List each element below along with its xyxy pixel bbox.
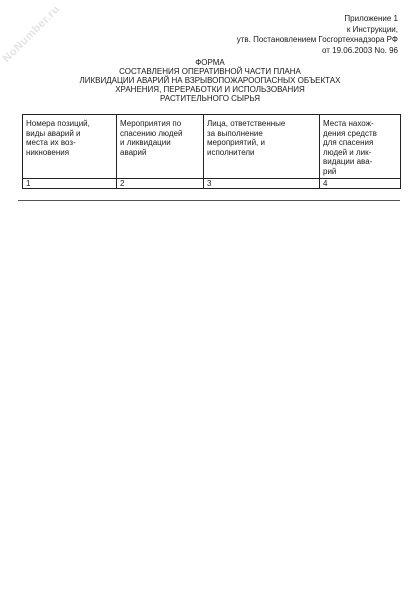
header-text-line: видации ава-: [323, 157, 373, 166]
header-cell-responsible: [204, 115, 320, 179]
title-line: РАСТИТЕЛЬНОГО СЫРЬЯ: [159, 94, 261, 103]
appendix-line: утв. Постановлением Госгортехнадзора РФ: [236, 35, 398, 44]
header-text-line: и ликвидации: [120, 138, 171, 147]
header-cell-measures: [117, 115, 204, 179]
column-number-cell: 3: [204, 179, 320, 189]
header-text-line: для спасения: [323, 138, 374, 147]
header-text-line: Номера позиций,: [26, 119, 90, 128]
title-line: ХРАНЕНИЯ, ПЕРЕРАБОТКИ И ИСПОЛЬЗОВАНИЯ: [115, 85, 305, 94]
header-text-line: Места нахож-: [323, 119, 374, 128]
column-number-cell: 1: [23, 179, 117, 189]
header-cell-positions: [23, 115, 117, 179]
header-text-line: Лица, ответственные: [207, 119, 286, 128]
table-number-row: [23, 179, 401, 189]
title-line: ФОРМА: [195, 58, 225, 67]
appendix-note: [237, 14, 398, 56]
appendix-line: от 19.06.2003 No. 96: [322, 45, 398, 55]
header-text-line: людей и лик-: [323, 147, 372, 157]
column-number-cell: 2: [117, 179, 204, 189]
header-text-line: дения средств: [323, 128, 377, 138]
column-number-cell: 4: [320, 179, 401, 189]
header-text-line: спасению людей: [120, 128, 183, 138]
header-text-line: за выполнение: [207, 128, 263, 138]
header-text-line: Мероприятия по: [120, 119, 182, 128]
horizontal-rule: [18, 200, 400, 201]
form-title: [0, 58, 420, 103]
header-text-line: исполнители: [207, 147, 255, 157]
header-text-line: места их воз-: [26, 138, 76, 147]
header-text-line: аварий: [120, 147, 147, 157]
header-text-line: рий: [323, 166, 337, 176]
title-line: ЛИКВИДАЦИИ АВАРИЙ НА ВЗРЫВОПОЖАРООПАСНЫХ ОБЪЕКТАХ: [79, 76, 341, 85]
header-text-line: никновения: [26, 147, 70, 157]
title-line: СОСТАВЛЕНИЯ ОПЕРАТИВНОЙ ЧАСТИ ПЛАНА: [119, 67, 301, 76]
header-cell-locations: [320, 115, 401, 179]
header-text-line: мероприятий, и: [207, 138, 265, 147]
form-table: [22, 114, 401, 189]
table-header-row: [23, 115, 401, 179]
header-text-line: виды аварий и: [26, 128, 81, 138]
appendix-line: к Инструкции,: [346, 24, 398, 34]
watermark: NoNumber.ru: [0, 3, 63, 65]
appendix-line: Приложение 1: [344, 14, 398, 23]
